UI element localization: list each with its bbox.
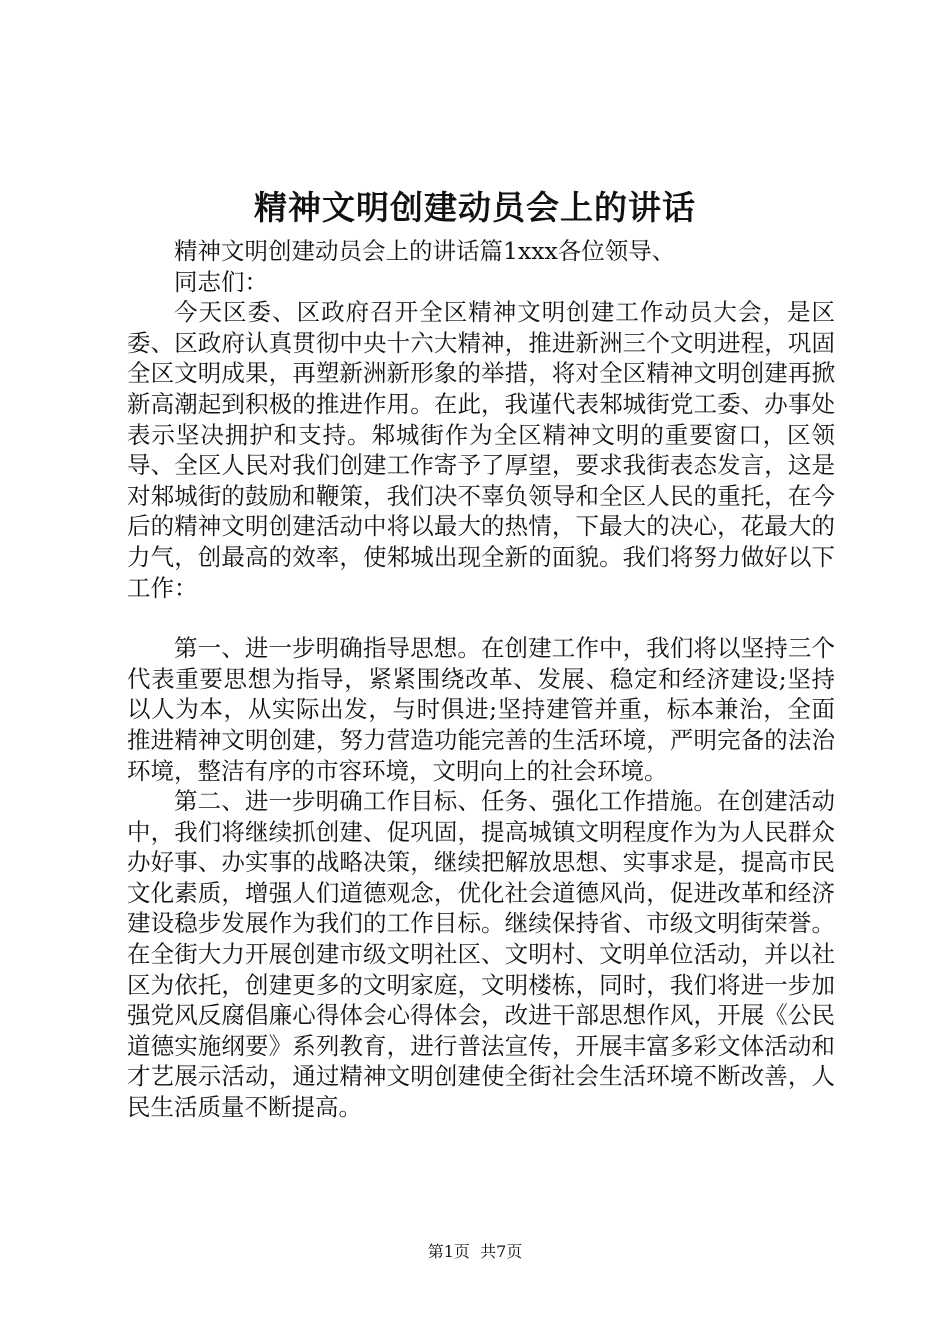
paragraph-intro: 今天区委、区政府召开全区精神文明创建工作动员大会，是区委、区政府认真贯彻中央十六大精神，推进新洲三个文明进程，巩固全区文明成果，再塑新洲新形象的举措，将对全区精神文明创建再掀新高潮起到积极的推进作用。在此，我谨代表邾城街党工委、办事处表示坚决拥护和支持。邾城街作为全区精神文明的重要窗口，区领导、全区人民对我们创建工作寄予了厚望，要求我街表态发言，这是对邾城街的鼓励和鞭策，我们决不辜负领导和全区人民的重托，在今后的精神文明创建活动中将以最大的热情，下最大的决心，花最大的力气，创最高的效率，使邾城出现全新的面貌。我们将努力做好以下工作： <box>127 298 835 602</box>
salutation: 同志们： <box>174 267 268 296</box>
document-title: 精神文明创建动员会上的讲话 <box>254 188 696 227</box>
page-footer <box>0 1240 950 1264</box>
document-body <box>127 236 835 1123</box>
opening-line: 精神文明创建动员会上的讲话篇1xxx各位领导、 <box>174 237 676 265</box>
page-number: 第1页 <box>427 1242 470 1261</box>
paragraph-first-point: 第一、进一步明确指导思想。在创建工作中，我们将以坚持三个代表重要思想为指导，紧紧围绕改革、发展、稳定和经济建设;坚持以人为本，从实际出发，与时俱进;坚持建管并重，标本兼治，全面推进精神文明创建，努力营造功能完善的生活环境，严明完备的法治环境，整洁有序的市容环境，文明向上的社会环境。 <box>127 634 835 785</box>
paragraph-second-point: 第二、进一步明确工作目标、任务、强化工作措施。在创建活动中，我们将继续抓创建、促巩固，提高城镇文明程度作为为人民群众办好事、办实事的战略决策，继续把解放思想、实事求是，提高市民文化素质，增强人们道德观念，优化社会道德风尚，促进改革和经济建设稳步发展作为我们的工作目标。继续保持省、市级文明街荣誉。在全街大力开展创建市级文明社区、文明村、文明单位活动，并以社区为依托，创建更多的文明家庭，文明楼栋，同时，我们将进一步加强党风反腐倡廉心得体会心得体会，改进干部思想作风，开展《公民道德实施纲要》系列教育，进行普法宣传，开展丰富多彩文体活动和才艺展示活动，通过精神文明创建使全街社会生活环境不断改善，人民生活质量不断提高。 <box>127 787 835 1122</box>
page-total: 共7页 <box>480 1242 523 1261</box>
